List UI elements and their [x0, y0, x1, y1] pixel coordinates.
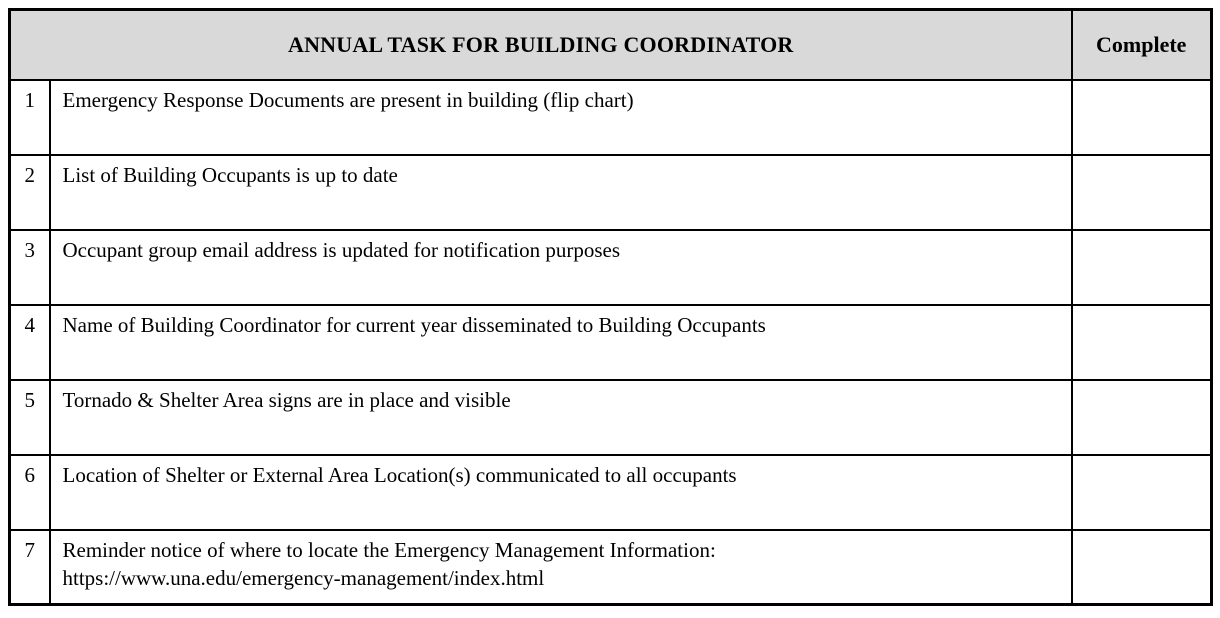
row-number: 1	[10, 80, 50, 155]
task-description: Location of Shelter or External Area Location(s) communicated to all occupants	[62, 462, 737, 487]
task-description: Name of Building Coordinator for current year disseminated to Building Occupants	[62, 312, 766, 337]
row-number: 7	[10, 530, 50, 605]
complete-column-header: Complete	[1072, 10, 1212, 80]
task-description-cell	[50, 230, 1072, 305]
task-description-cell	[50, 155, 1072, 230]
task-description: Emergency Response Documents are present in building (flip chart)	[62, 87, 634, 112]
complete-checkbox-cell[interactable]	[1072, 530, 1212, 605]
task-description: Occupant group email address is updated for notification purposes	[62, 237, 621, 262]
task-description-cell	[50, 305, 1072, 380]
table-row	[10, 305, 1212, 380]
table-row	[10, 380, 1212, 455]
table-row	[10, 455, 1212, 530]
task-description: Reminder notice of where to locate the Emergency Management Information:	[62, 537, 716, 562]
task-url: https://www.una.edu/emergency-management/index.html	[62, 565, 545, 590]
table-row	[10, 530, 1212, 605]
task-description-cell	[50, 530, 1072, 605]
complete-checkbox-cell[interactable]	[1072, 380, 1212, 455]
row-number: 4	[10, 305, 50, 380]
table-title: ANNUAL TASK FOR BUILDING COORDINATOR	[10, 10, 1072, 80]
annual-task-checklist-table	[8, 8, 1213, 606]
row-number: 6	[10, 455, 50, 530]
table-row	[10, 155, 1212, 230]
table-row	[10, 80, 1212, 155]
complete-checkbox-cell[interactable]	[1072, 230, 1212, 305]
task-table-body	[10, 80, 1212, 605]
complete-checkbox-cell[interactable]	[1072, 305, 1212, 380]
row-number: 5	[10, 380, 50, 455]
complete-checkbox-cell[interactable]	[1072, 80, 1212, 155]
task-description: Tornado & Shelter Area signs are in place and visible	[62, 387, 511, 412]
complete-checkbox-cell[interactable]	[1072, 455, 1212, 530]
table-row	[10, 230, 1212, 305]
row-number: 3	[10, 230, 50, 305]
complete-checkbox-cell[interactable]	[1072, 155, 1212, 230]
row-number: 2	[10, 155, 50, 230]
task-description: List of Building Occupants is up to date	[62, 162, 398, 187]
task-description-cell	[50, 80, 1072, 155]
table-header-row	[10, 10, 1212, 80]
task-description-cell	[50, 455, 1072, 530]
task-description-cell	[50, 380, 1072, 455]
